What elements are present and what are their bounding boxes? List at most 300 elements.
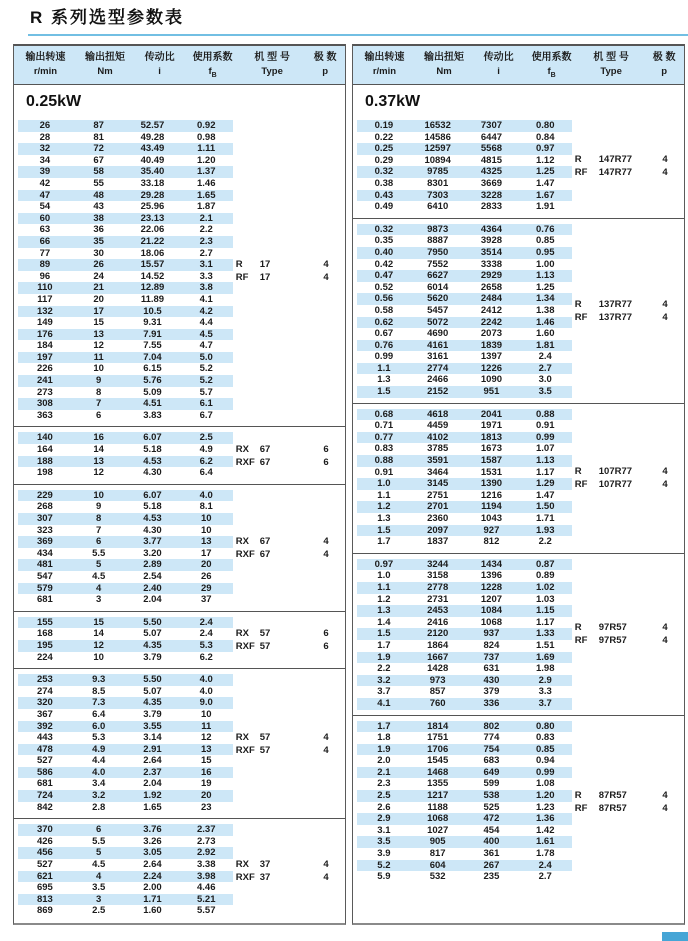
data-row bbox=[18, 490, 233, 502]
cell-ratio: 4815 bbox=[480, 154, 503, 166]
cell-torque: 4459 bbox=[427, 420, 449, 432]
data-row bbox=[18, 132, 233, 144]
data-row bbox=[18, 894, 233, 906]
cell-ratio: 1531 bbox=[480, 466, 503, 478]
cell-speed: 0.25 bbox=[374, 143, 394, 155]
cell-speed: 1.7 bbox=[377, 536, 391, 548]
type-info bbox=[575, 153, 682, 179]
type-prefix: R bbox=[574, 466, 582, 478]
cell-speed: 0.88 bbox=[374, 455, 394, 467]
block-rows bbox=[357, 721, 572, 883]
cell-ratio: 2658 bbox=[480, 281, 503, 293]
cell-speed: 1.3 bbox=[377, 513, 391, 524]
cell-ratio: 927 bbox=[483, 524, 500, 536]
block-rows bbox=[357, 120, 572, 213]
cell-ratio: 1207 bbox=[480, 593, 503, 605]
cell-factor: 1.17 bbox=[535, 616, 555, 628]
cell-factor: 19 bbox=[200, 778, 212, 790]
data-row bbox=[357, 178, 572, 190]
poles-value: 4 bbox=[662, 311, 668, 323]
cell-ratio: 4.35 bbox=[143, 639, 162, 651]
data-row bbox=[357, 778, 572, 790]
cell-factor: 0.92 bbox=[196, 120, 216, 131]
type-prefix: R bbox=[235, 258, 243, 270]
cell-speed: 681 bbox=[36, 778, 53, 790]
header-unit: p bbox=[322, 66, 328, 77]
cell-torque: 2.5 bbox=[92, 905, 106, 917]
cell-torque: 38 bbox=[93, 212, 104, 224]
cell-factor: 15 bbox=[200, 755, 212, 767]
cell-torque: 5.3 bbox=[92, 732, 106, 744]
cell-factor: 0.99 bbox=[535, 431, 555, 443]
cell-speed: 527 bbox=[36, 755, 53, 767]
block-rows bbox=[18, 432, 233, 478]
cell-ratio: 5.07 bbox=[143, 628, 162, 640]
cell-ratio: 1.65 bbox=[143, 801, 162, 813]
header-label: 机 型 号 bbox=[593, 52, 629, 63]
cell-factor: 1.15 bbox=[535, 605, 555, 617]
data-row bbox=[357, 247, 572, 259]
poles-value: 4 bbox=[662, 802, 668, 814]
cell-speed: 0.52 bbox=[374, 281, 394, 293]
data-row bbox=[357, 386, 572, 398]
cell-ratio: 951 bbox=[483, 386, 500, 398]
data-block bbox=[14, 668, 345, 818]
cell-ratio: 379 bbox=[483, 686, 500, 698]
cell-speed: 0.43 bbox=[374, 189, 394, 201]
cell-speed: 1.0 bbox=[377, 478, 391, 490]
cell-torque: 14586 bbox=[424, 131, 451, 143]
cell-torque: 9.3 bbox=[92, 674, 106, 686]
cell-torque: 3591 bbox=[427, 455, 449, 467]
cell-torque: 1751 bbox=[427, 732, 449, 744]
data-row bbox=[357, 143, 572, 155]
type-line bbox=[236, 535, 343, 548]
type-model: 147R77 bbox=[598, 167, 633, 179]
type-info bbox=[575, 789, 682, 815]
data-block bbox=[14, 611, 345, 668]
cell-speed: 226 bbox=[36, 363, 53, 375]
cell-speed: 1.7 bbox=[377, 720, 391, 732]
cell-ratio: 1.71 bbox=[143, 893, 162, 905]
data-row bbox=[18, 525, 233, 537]
cell-ratio: 2929 bbox=[480, 270, 503, 282]
cell-ratio: 802 bbox=[483, 720, 500, 732]
cell-torque: 7950 bbox=[427, 246, 449, 258]
header-label: 传动比 bbox=[483, 52, 514, 63]
data-row bbox=[18, 836, 233, 848]
data-row bbox=[357, 270, 572, 282]
header-label: 极 数 bbox=[652, 52, 676, 63]
cell-torque: 1814 bbox=[427, 720, 449, 732]
page-corner-mark bbox=[662, 932, 688, 941]
cell-ratio: 5.07 bbox=[143, 685, 162, 697]
header-unit: Nm bbox=[436, 66, 452, 77]
header-unit: r/min bbox=[33, 66, 58, 77]
block-rows bbox=[18, 490, 233, 606]
cell-factor: 17 bbox=[200, 547, 212, 559]
data-row bbox=[18, 166, 233, 178]
cell-factor: 0.84 bbox=[535, 131, 555, 143]
data-row bbox=[357, 293, 572, 305]
cell-ratio: 6.15 bbox=[143, 363, 162, 375]
cell-factor: 8.1 bbox=[199, 501, 213, 513]
cell-factor: 2.4 bbox=[199, 616, 213, 628]
cell-ratio: 1090 bbox=[480, 374, 503, 386]
cell-factor: 0.85 bbox=[535, 235, 555, 247]
type-line bbox=[236, 456, 343, 469]
data-row bbox=[357, 305, 572, 317]
cell-torque: 14 bbox=[93, 444, 104, 456]
cell-ratio: 5.50 bbox=[143, 674, 162, 686]
type-line bbox=[575, 789, 682, 802]
type-line bbox=[575, 478, 682, 491]
cell-speed: 89 bbox=[39, 259, 51, 271]
data-row bbox=[18, 824, 233, 836]
cell-speed: 0.56 bbox=[374, 293, 394, 305]
cell-speed: 724 bbox=[36, 790, 53, 802]
cell-speed: 66 bbox=[39, 235, 51, 247]
data-row bbox=[18, 282, 233, 294]
cell-factor: 6.7 bbox=[199, 409, 213, 421]
header-cell bbox=[578, 50, 644, 84]
cell-speed: 1.3 bbox=[377, 605, 391, 617]
cell-ratio: 3669 bbox=[480, 177, 503, 189]
cell-torque: 2774 bbox=[427, 362, 449, 374]
cell-torque: 4.9 bbox=[92, 743, 106, 755]
cell-ratio: 7307 bbox=[480, 120, 503, 131]
cell-speed: 0.58 bbox=[374, 304, 394, 316]
cell-factor: 5.57 bbox=[196, 905, 216, 917]
cell-torque: 5.5 bbox=[92, 547, 106, 559]
header-unit: p bbox=[661, 66, 667, 77]
cell-factor: 4.46 bbox=[196, 882, 216, 894]
cell-factor: 1.50 bbox=[535, 501, 555, 513]
cell-factor: 4.0 bbox=[199, 685, 213, 697]
data-row bbox=[18, 778, 233, 790]
cell-ratio: 3.14 bbox=[143, 732, 162, 744]
poles-value: 4 bbox=[323, 744, 329, 756]
cell-ratio: 9.31 bbox=[143, 317, 162, 329]
cell-factor: 1.38 bbox=[535, 304, 555, 316]
type-prefix: RXF bbox=[235, 871, 255, 883]
data-row bbox=[357, 478, 572, 490]
data-row bbox=[18, 697, 233, 709]
cell-torque: 1864 bbox=[427, 639, 449, 651]
cell-torque: 36 bbox=[93, 224, 104, 236]
data-row bbox=[357, 860, 572, 872]
cell-speed: 224 bbox=[36, 651, 53, 663]
cell-speed: 2.0 bbox=[377, 755, 391, 767]
type-prefix: RF bbox=[574, 311, 588, 323]
data-block bbox=[353, 403, 684, 553]
cell-speed: 2.6 bbox=[377, 801, 391, 813]
data-row bbox=[18, 432, 233, 444]
cell-speed: 4.1 bbox=[377, 697, 391, 709]
data-row bbox=[357, 328, 572, 340]
cell-speed: 456 bbox=[36, 847, 53, 859]
cell-factor: 5.0 bbox=[199, 351, 213, 363]
cell-speed: 1.5 bbox=[377, 628, 391, 640]
cell-ratio: 29.28 bbox=[140, 189, 165, 201]
cell-speed: 0.91 bbox=[374, 466, 394, 478]
cell-torque: 55 bbox=[93, 177, 104, 189]
cell-torque: 857 bbox=[429, 686, 446, 698]
data-row bbox=[357, 767, 572, 779]
cell-factor: 3.98 bbox=[196, 870, 216, 882]
cell-factor: 0.98 bbox=[196, 131, 216, 143]
cell-torque: 6 bbox=[96, 536, 102, 548]
cell-factor: 3.3 bbox=[199, 270, 213, 282]
data-row bbox=[18, 755, 233, 767]
cell-torque: 3244 bbox=[427, 558, 449, 570]
cell-speed: 2.2 bbox=[377, 663, 391, 675]
cell-ratio: 40.49 bbox=[140, 154, 165, 166]
type-model: 17 bbox=[259, 271, 271, 283]
cell-factor: 10 bbox=[200, 513, 212, 524]
block-rows bbox=[357, 224, 572, 398]
cell-ratio: 25.96 bbox=[140, 201, 165, 213]
data-row bbox=[18, 120, 233, 132]
cell-factor: 2.9 bbox=[538, 674, 552, 686]
cell-ratio: 1194 bbox=[481, 501, 502, 513]
data-row bbox=[18, 352, 233, 364]
cell-torque: 3.2 bbox=[92, 790, 106, 802]
data-row bbox=[357, 201, 572, 213]
cell-speed: 0.32 bbox=[374, 223, 394, 235]
data-row bbox=[357, 132, 572, 144]
data-row bbox=[18, 583, 233, 595]
data-row bbox=[357, 628, 572, 640]
cell-factor: 0.85 bbox=[535, 743, 555, 755]
data-row bbox=[18, 224, 233, 236]
table-area bbox=[13, 44, 685, 925]
cell-factor: 16 bbox=[200, 766, 212, 778]
cell-factor: 4.4 bbox=[199, 317, 213, 329]
cell-torque: 6 bbox=[96, 824, 102, 836]
cell-speed: 323 bbox=[36, 524, 53, 536]
cell-factor: 1.20 bbox=[535, 790, 555, 802]
data-row bbox=[18, 178, 233, 190]
cell-torque: 4 bbox=[96, 582, 102, 594]
cell-torque: 2731 bbox=[427, 593, 449, 605]
cell-factor: 0.88 bbox=[535, 408, 555, 420]
cell-ratio: 774 bbox=[483, 732, 500, 744]
cell-torque: 21 bbox=[93, 282, 104, 294]
poles-value: 6 bbox=[323, 640, 329, 652]
cell-ratio: 23.13 bbox=[140, 212, 165, 224]
cell-ratio: 3228 bbox=[480, 189, 503, 201]
poles-value: 4 bbox=[662, 479, 668, 491]
cell-speed: 273 bbox=[36, 386, 53, 398]
data-row bbox=[18, 559, 233, 571]
type-prefix: RX bbox=[235, 858, 249, 870]
cell-ratio: 631 bbox=[483, 663, 500, 675]
cell-factor: 10 bbox=[200, 708, 212, 720]
data-row bbox=[357, 259, 572, 271]
type-model: 17 bbox=[259, 258, 271, 270]
cell-ratio: 3338 bbox=[480, 258, 503, 270]
cell-factor: 1.98 bbox=[535, 663, 555, 675]
header-cell bbox=[186, 50, 239, 84]
cell-ratio: 2.37 bbox=[143, 766, 162, 778]
cell-torque: 604 bbox=[429, 859, 446, 871]
type-prefix: RF bbox=[574, 802, 588, 814]
cell-factor: 4.7 bbox=[199, 340, 213, 352]
type-line bbox=[236, 271, 343, 284]
cell-ratio: 10.5 bbox=[143, 305, 162, 317]
cell-torque: 9 bbox=[96, 375, 102, 387]
cell-torque: 4690 bbox=[427, 328, 449, 340]
cell-torque: 7552 bbox=[427, 258, 449, 270]
cell-torque: 905 bbox=[429, 836, 446, 848]
cell-ratio: 4.30 bbox=[143, 467, 162, 479]
type-prefix: RX bbox=[235, 443, 249, 455]
column-header bbox=[353, 44, 684, 85]
cell-torque: 8887 bbox=[427, 235, 449, 247]
cell-torque: 3 bbox=[96, 594, 102, 606]
cell-torque: 4.5 bbox=[92, 859, 106, 871]
cell-ratio: 1397 bbox=[480, 351, 503, 363]
cell-torque: 3785 bbox=[427, 443, 449, 455]
cell-ratio: 2.54 bbox=[143, 570, 162, 582]
type-prefix: RXF bbox=[235, 456, 255, 468]
cell-speed: 1.5 bbox=[377, 524, 391, 536]
data-row bbox=[357, 605, 572, 617]
cell-ratio: 1068 bbox=[480, 616, 503, 628]
cell-torque: 532 bbox=[429, 871, 446, 883]
data-row bbox=[18, 802, 233, 814]
type-model: 87R57 bbox=[598, 802, 627, 814]
cell-speed: 3.7 bbox=[377, 686, 391, 698]
cell-ratio: 2242 bbox=[480, 316, 503, 328]
cell-factor: 2.92 bbox=[196, 847, 216, 859]
cell-factor: 5.21 bbox=[196, 893, 216, 905]
cell-factor: 0.91 bbox=[535, 420, 555, 432]
cell-speed: 168 bbox=[36, 628, 53, 640]
cell-factor: 11 bbox=[201, 720, 212, 732]
cell-torque: 3.5 bbox=[92, 882, 106, 894]
cell-torque: 4.4 bbox=[92, 755, 106, 767]
cell-ratio: 7.55 bbox=[143, 340, 162, 352]
cell-factor: 1.02 bbox=[535, 581, 555, 593]
cell-speed: 2.9 bbox=[377, 813, 391, 825]
cell-ratio: 235 bbox=[483, 871, 500, 883]
cell-factor: 23 bbox=[200, 801, 212, 813]
header-cell bbox=[353, 50, 416, 84]
data-row bbox=[357, 432, 572, 444]
data-row bbox=[18, 456, 233, 468]
cell-ratio: 4.53 bbox=[143, 455, 162, 467]
data-row bbox=[357, 790, 572, 802]
type-prefix: RF bbox=[574, 635, 588, 647]
data-row bbox=[357, 282, 572, 294]
cell-ratio: 6447 bbox=[480, 131, 503, 143]
cell-torque: 7 bbox=[96, 398, 102, 410]
cell-torque: 2120 bbox=[427, 628, 449, 640]
header-label: 输出转速 bbox=[364, 52, 405, 63]
cell-factor: 1.51 bbox=[535, 639, 555, 651]
cell-torque: 10 bbox=[93, 363, 104, 375]
data-row bbox=[18, 847, 233, 859]
cell-factor: 0.95 bbox=[535, 246, 555, 258]
type-prefix: RF bbox=[574, 167, 588, 179]
cell-speed: 0.62 bbox=[374, 316, 394, 328]
cell-speed: 0.83 bbox=[374, 443, 394, 455]
data-row bbox=[18, 155, 233, 167]
cell-ratio: 21.22 bbox=[140, 235, 165, 247]
header-cell bbox=[416, 50, 472, 84]
cell-speed: 155 bbox=[36, 616, 53, 628]
cell-torque: 4102 bbox=[427, 431, 449, 443]
type-info bbox=[575, 465, 682, 491]
cell-ratio: 2.04 bbox=[143, 778, 162, 790]
data-row bbox=[357, 721, 572, 733]
cell-ratio: 336 bbox=[483, 697, 500, 709]
poles-value: 4 bbox=[662, 298, 668, 310]
cell-factor: 3.8 bbox=[199, 282, 213, 294]
data-row bbox=[18, 317, 233, 329]
cell-torque: 8301 bbox=[427, 177, 449, 189]
cell-speed: 1.2 bbox=[377, 593, 391, 605]
cell-torque: 3 bbox=[96, 893, 102, 905]
cell-factor: 2.2 bbox=[538, 536, 552, 548]
cell-speed: 39 bbox=[39, 166, 51, 178]
cell-speed: 478 bbox=[36, 743, 53, 755]
cell-speed: 5.9 bbox=[377, 871, 391, 883]
cell-speed: 195 bbox=[36, 639, 53, 651]
type-info bbox=[236, 258, 343, 284]
cell-torque: 16 bbox=[93, 432, 104, 444]
cell-torque: 2466 bbox=[427, 374, 449, 386]
data-block bbox=[14, 818, 345, 922]
cell-torque: 8 bbox=[96, 386, 102, 398]
cell-torque: 4618 bbox=[427, 408, 449, 420]
cell-factor: 2.4 bbox=[538, 351, 552, 363]
header-label: 使用系数 bbox=[531, 52, 572, 63]
cell-ratio: 3.55 bbox=[143, 720, 162, 732]
cell-ratio: 824 bbox=[483, 639, 500, 651]
cell-ratio: 35.40 bbox=[140, 166, 165, 178]
data-row bbox=[357, 501, 572, 513]
data-row bbox=[18, 640, 233, 652]
cell-ratio: 2.64 bbox=[143, 859, 162, 871]
cell-torque: 24 bbox=[93, 270, 104, 282]
cell-speed: 621 bbox=[36, 870, 53, 882]
header-unit-sub: B bbox=[211, 71, 217, 79]
cell-ratio: 937 bbox=[483, 628, 500, 640]
data-block bbox=[14, 484, 345, 611]
data-row bbox=[18, 306, 233, 318]
cell-ratio: 3.79 bbox=[143, 651, 162, 663]
cell-ratio: 1084 bbox=[480, 605, 503, 617]
cell-torque: 817 bbox=[429, 848, 446, 860]
cell-torque: 1545 bbox=[427, 755, 449, 767]
cell-factor: 1.25 bbox=[535, 166, 555, 178]
cell-ratio: 2.64 bbox=[143, 755, 162, 767]
table-half-right bbox=[352, 44, 685, 925]
cell-ratio: 1673 bbox=[480, 443, 503, 455]
cell-speed: 0.47 bbox=[374, 270, 394, 282]
poles-value: 4 bbox=[323, 548, 329, 560]
cell-ratio: 6.07 bbox=[143, 489, 162, 501]
type-model: 67 bbox=[259, 548, 271, 560]
cell-ratio: 7.91 bbox=[143, 328, 162, 340]
cell-ratio: 3.20 bbox=[143, 547, 162, 559]
cell-factor: 0.76 bbox=[535, 223, 555, 235]
cell-ratio: 3514 bbox=[480, 246, 503, 258]
cell-speed: 5.2 bbox=[377, 859, 391, 871]
